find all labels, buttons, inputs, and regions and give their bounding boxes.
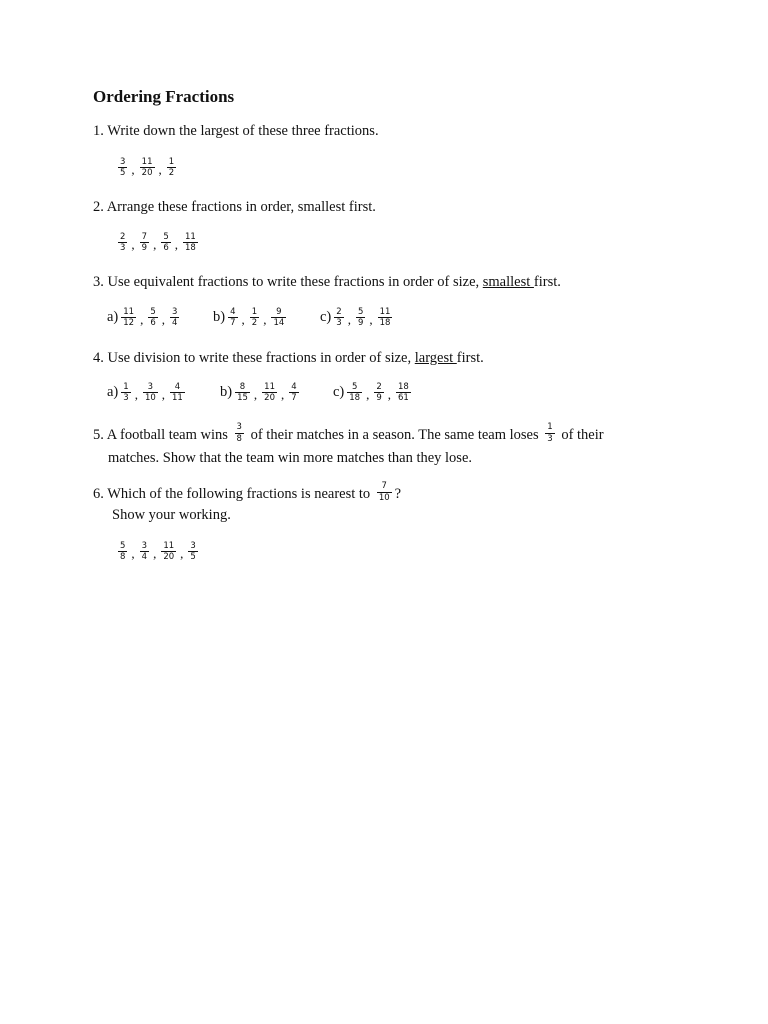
fraction <box>161 542 176 562</box>
fraction-denominator: 14 <box>273 318 285 328</box>
fraction-denominator: 3 <box>547 433 553 444</box>
fraction <box>167 158 176 178</box>
question-6-text-a: 6. Which of the following fractions is nearest to <box>93 485 374 502</box>
question-3-text-start: 3. Use equivalent fractions to write these fractions in order of size, <box>93 274 483 290</box>
fraction <box>271 308 286 328</box>
fraction-denominator: 4 <box>141 552 148 562</box>
fraction-denominator: 6 <box>150 318 156 328</box>
question-5-text-c: of their <box>557 426 604 443</box>
fraction-denominator: 5 <box>120 168 126 178</box>
fraction <box>121 308 136 328</box>
fraction-numerator: 2 <box>120 231 126 242</box>
fraction-numerator: 2 <box>376 381 382 392</box>
part-label: b) <box>220 384 233 400</box>
fraction-denominator: 12 <box>123 318 135 328</box>
question-3-part-a <box>107 307 180 328</box>
fraction-denominator: 7 <box>291 393 297 403</box>
question-5-fraction-wins <box>232 423 247 443</box>
fraction-denominator: 20 <box>141 168 153 178</box>
fraction-denominator: 2 <box>168 168 175 178</box>
fraction-denominator: 18 <box>185 243 196 253</box>
question-5-fraction-loses <box>542 423 557 443</box>
fraction <box>378 308 393 328</box>
fraction-separator: , <box>174 237 179 252</box>
fraction <box>334 308 343 328</box>
question-4-text-start: 4. Use division to write these fractions in order of size, <box>93 350 415 366</box>
fraction-denominator: 3 <box>120 243 126 253</box>
fraction <box>289 383 298 403</box>
question-5-line-2: matches. Show that the team win more matches than they lose. <box>108 450 473 466</box>
part-label: a) <box>107 384 119 400</box>
fraction-denominator: 3 <box>336 318 342 328</box>
fraction-denominator: 10 <box>378 492 390 503</box>
question-4-text <box>93 350 484 367</box>
fraction-numerator: 8 <box>239 381 246 392</box>
fraction-denominator: 8 <box>120 552 126 562</box>
fraction-separator: , <box>131 546 135 561</box>
fraction <box>118 542 127 562</box>
fraction-numerator: 7 <box>381 481 387 491</box>
page-title: Ordering Fractions <box>93 87 235 106</box>
fraction-separator: , <box>180 546 184 561</box>
fraction-numerator: 11 <box>141 156 153 167</box>
fraction <box>250 308 259 328</box>
fraction-separator: , <box>131 237 135 252</box>
fraction-separator: , <box>281 387 285 402</box>
question-2-text: 2. Arrange these fractions in order, smallest first. <box>93 199 376 215</box>
fraction-numerator: 5 <box>120 540 126 551</box>
question-4-underlined-word: largest <box>414 350 457 366</box>
fraction <box>118 233 127 253</box>
question-4-text-end: first. <box>456 350 484 366</box>
fraction-denominator: 9 <box>141 243 148 253</box>
fraction-denominator: 8 <box>236 433 242 444</box>
fraction-denominator: 2 <box>251 318 258 328</box>
question-1-text: 1. Write down the largest of these three fractions. <box>93 123 379 139</box>
question-3-text-end: first. <box>533 274 561 290</box>
fraction-separator: , <box>134 387 138 402</box>
fraction <box>188 542 197 562</box>
fraction-denominator: 15 <box>237 393 248 403</box>
part-label: c) <box>333 384 345 400</box>
fraction-numerator: 18 <box>398 381 409 392</box>
fraction <box>170 308 179 328</box>
fraction <box>262 383 277 403</box>
fraction-denominator: 18 <box>379 318 391 328</box>
fraction-numerator: 2 <box>336 306 342 317</box>
fraction-denominator: 20 <box>264 393 275 403</box>
fraction <box>396 383 411 403</box>
fraction-numerator: 3 <box>190 540 196 551</box>
fraction-numerator: 5 <box>163 231 169 242</box>
question-3-underlined-word: smallest <box>482 274 534 290</box>
question-6-text-b: ? <box>394 485 402 502</box>
fraction <box>170 383 185 403</box>
fraction <box>183 233 198 253</box>
question-4-part-b <box>220 382 300 403</box>
fraction <box>374 383 383 403</box>
fraction <box>545 423 554 443</box>
fraction <box>377 482 392 502</box>
fraction-separator: , <box>387 387 392 402</box>
fraction <box>121 383 130 403</box>
question-4-part-c <box>333 382 412 403</box>
question-6-line-1 <box>93 481 402 504</box>
fraction-separator: , <box>161 387 166 402</box>
question-3-part-c <box>320 307 393 328</box>
fraction-denominator: 3 <box>123 393 129 403</box>
fraction <box>118 158 127 178</box>
fraction <box>140 233 149 253</box>
fraction-numerator: 1 <box>123 381 129 392</box>
question-5-text-b: of their matches in a season. The same team loses <box>246 426 543 443</box>
fraction-denominator: 4 <box>172 318 178 328</box>
fraction-numerator: 11 <box>163 540 175 551</box>
question-4-part-a <box>107 382 186 403</box>
fraction <box>347 383 362 403</box>
fraction-numerator: 4 <box>291 381 297 392</box>
fraction-separator: , <box>369 312 373 327</box>
question-1-fractions <box>117 157 177 178</box>
fraction <box>228 308 237 328</box>
fraction-denominator: 9 <box>357 318 364 328</box>
fraction <box>235 423 244 443</box>
fraction-numerator: 3 <box>147 381 154 392</box>
fraction-numerator: 4 <box>174 381 181 392</box>
fraction-numerator: 3 <box>172 306 178 317</box>
fraction-separator: , <box>161 312 166 327</box>
fraction-separator: , <box>131 162 135 177</box>
fraction-numerator: 11 <box>123 306 135 317</box>
fraction-denominator: 11 <box>172 393 183 403</box>
fraction <box>161 233 170 253</box>
fraction <box>148 308 157 328</box>
fraction-numerator: 11 <box>185 231 196 242</box>
question-3-part-b <box>213 307 287 328</box>
fraction-numerator: 1 <box>547 422 553 432</box>
fraction-separator: , <box>153 237 157 252</box>
fraction-numerator: 3 <box>120 156 126 167</box>
question-3-text <box>93 274 561 291</box>
fraction-separator: , <box>153 546 157 561</box>
fraction <box>140 158 155 178</box>
fraction <box>235 383 250 403</box>
question-2-fractions <box>117 232 199 253</box>
question-5-line-1 <box>93 422 604 445</box>
fraction-numerator: 11 <box>264 381 275 392</box>
fraction-numerator: 11 <box>379 306 391 317</box>
fraction-numerator: 5 <box>357 306 364 317</box>
question-6-target-fraction <box>374 482 395 502</box>
fraction-separator: , <box>158 162 162 177</box>
fraction-denominator: 9 <box>376 393 382 403</box>
part-label: a) <box>107 309 119 325</box>
fraction-denominator: 6 <box>163 243 169 253</box>
fraction-denominator: 18 <box>349 393 361 403</box>
fraction-denominator: 10 <box>144 393 156 403</box>
fraction-numerator: 4 <box>230 306 236 317</box>
fraction-separator: , <box>241 312 245 327</box>
fraction-numerator: 5 <box>351 381 358 392</box>
fraction-separator: , <box>347 312 351 327</box>
fraction-separator: , <box>263 312 267 327</box>
part-label: c) <box>320 309 332 325</box>
fraction-separator: , <box>140 312 144 327</box>
question-6-fractions <box>117 541 199 562</box>
part-label: b) <box>213 309 226 325</box>
fraction-numerator: 9 <box>276 306 282 317</box>
fraction-separator: , <box>366 387 370 402</box>
fraction-numerator: 3 <box>236 422 242 432</box>
fraction-denominator: 61 <box>398 393 409 403</box>
fraction-numerator: 1 <box>251 306 258 317</box>
fraction-numerator: 7 <box>141 231 148 242</box>
fraction-denominator: 5 <box>190 552 196 562</box>
question-6-line-2: Show your working. <box>112 507 231 523</box>
fraction-separator: , <box>253 387 258 402</box>
fraction-numerator: 3 <box>141 540 148 551</box>
fraction-denominator: 7 <box>230 318 236 328</box>
fraction-denominator: 20 <box>163 552 175 562</box>
fraction-numerator: 5 <box>150 306 156 317</box>
fraction <box>140 542 149 562</box>
fraction-numerator: 1 <box>168 156 175 167</box>
fraction <box>356 308 365 328</box>
question-5-text-a: 5. A football team wins <box>93 426 232 443</box>
fraction <box>143 383 158 403</box>
